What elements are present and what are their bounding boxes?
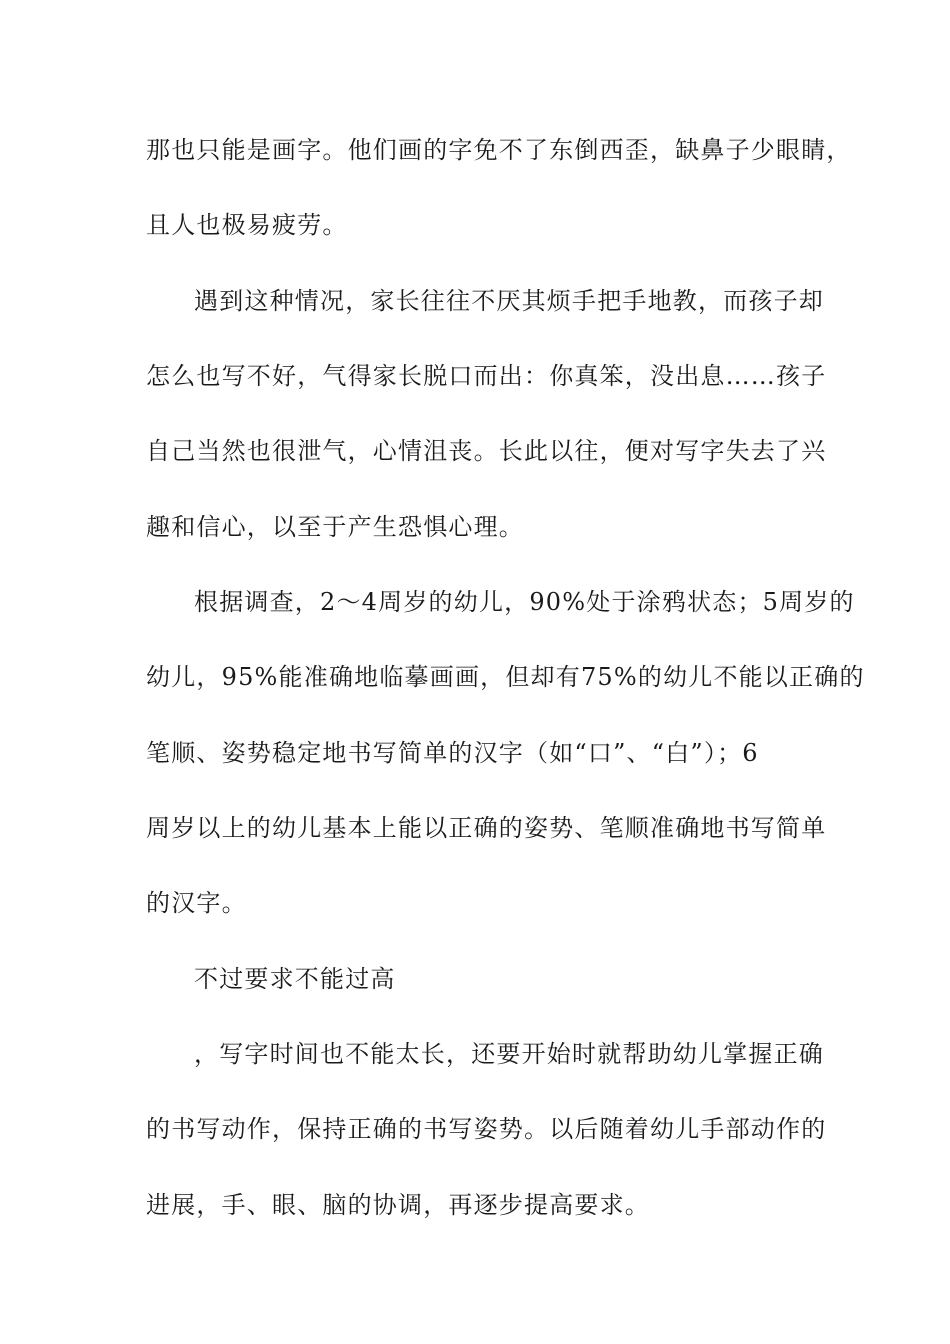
text-line: 周岁以上的幼儿基本上能以正确的姿势、笔顺准确地书写简单 <box>146 814 827 842</box>
text-line: 的书写动作，保持正确的书写姿势。以后随着幼儿手部动作的 <box>146 1115 827 1143</box>
text-line: 进展，手、眼、脑的协调，再逐步提高要求。 <box>146 1191 650 1219</box>
text-line: 幼儿，95%能准确地临摹画画，但却有75%的幼儿不能以正确的 <box>146 663 865 691</box>
paragraph-start-line: 遇到这种情况，家长往往不厌其烦手把手地教，而孩子却 <box>194 287 824 315</box>
paragraph-start-line: ，写字时间也不能太长，还要开始时就帮助幼儿掌握正确 <box>194 1040 824 1068</box>
text-line: 自己当然也很泄气，心情沮丧。长此以往，便对写字失去了兴 <box>146 437 827 465</box>
paragraph-start-line: 根据调查，2～4周岁的幼儿，90%处于涂鸦状态；5周岁的 <box>194 588 855 616</box>
text-line: 那也只能是画字。他们画的字免不了东倒西歪，缺鼻子少眼睛， <box>146 136 852 164</box>
text-line: 趣和信心，以至于产生恐惧心理。 <box>146 513 524 541</box>
text-line: 且人也极易疲劳。 <box>146 211 348 239</box>
text-line: 怎么也写不好，气得家长脱口而出：你真笨，没出息……孩子 <box>146 362 827 390</box>
text-line: 笔顺、姿势稳定地书写简单的汉字（如“口”、“白”）；6 <box>146 739 759 767</box>
text-line: 的汉字。 <box>146 889 247 917</box>
paragraph-start-line: 不过要求不能过高 <box>194 965 396 993</box>
